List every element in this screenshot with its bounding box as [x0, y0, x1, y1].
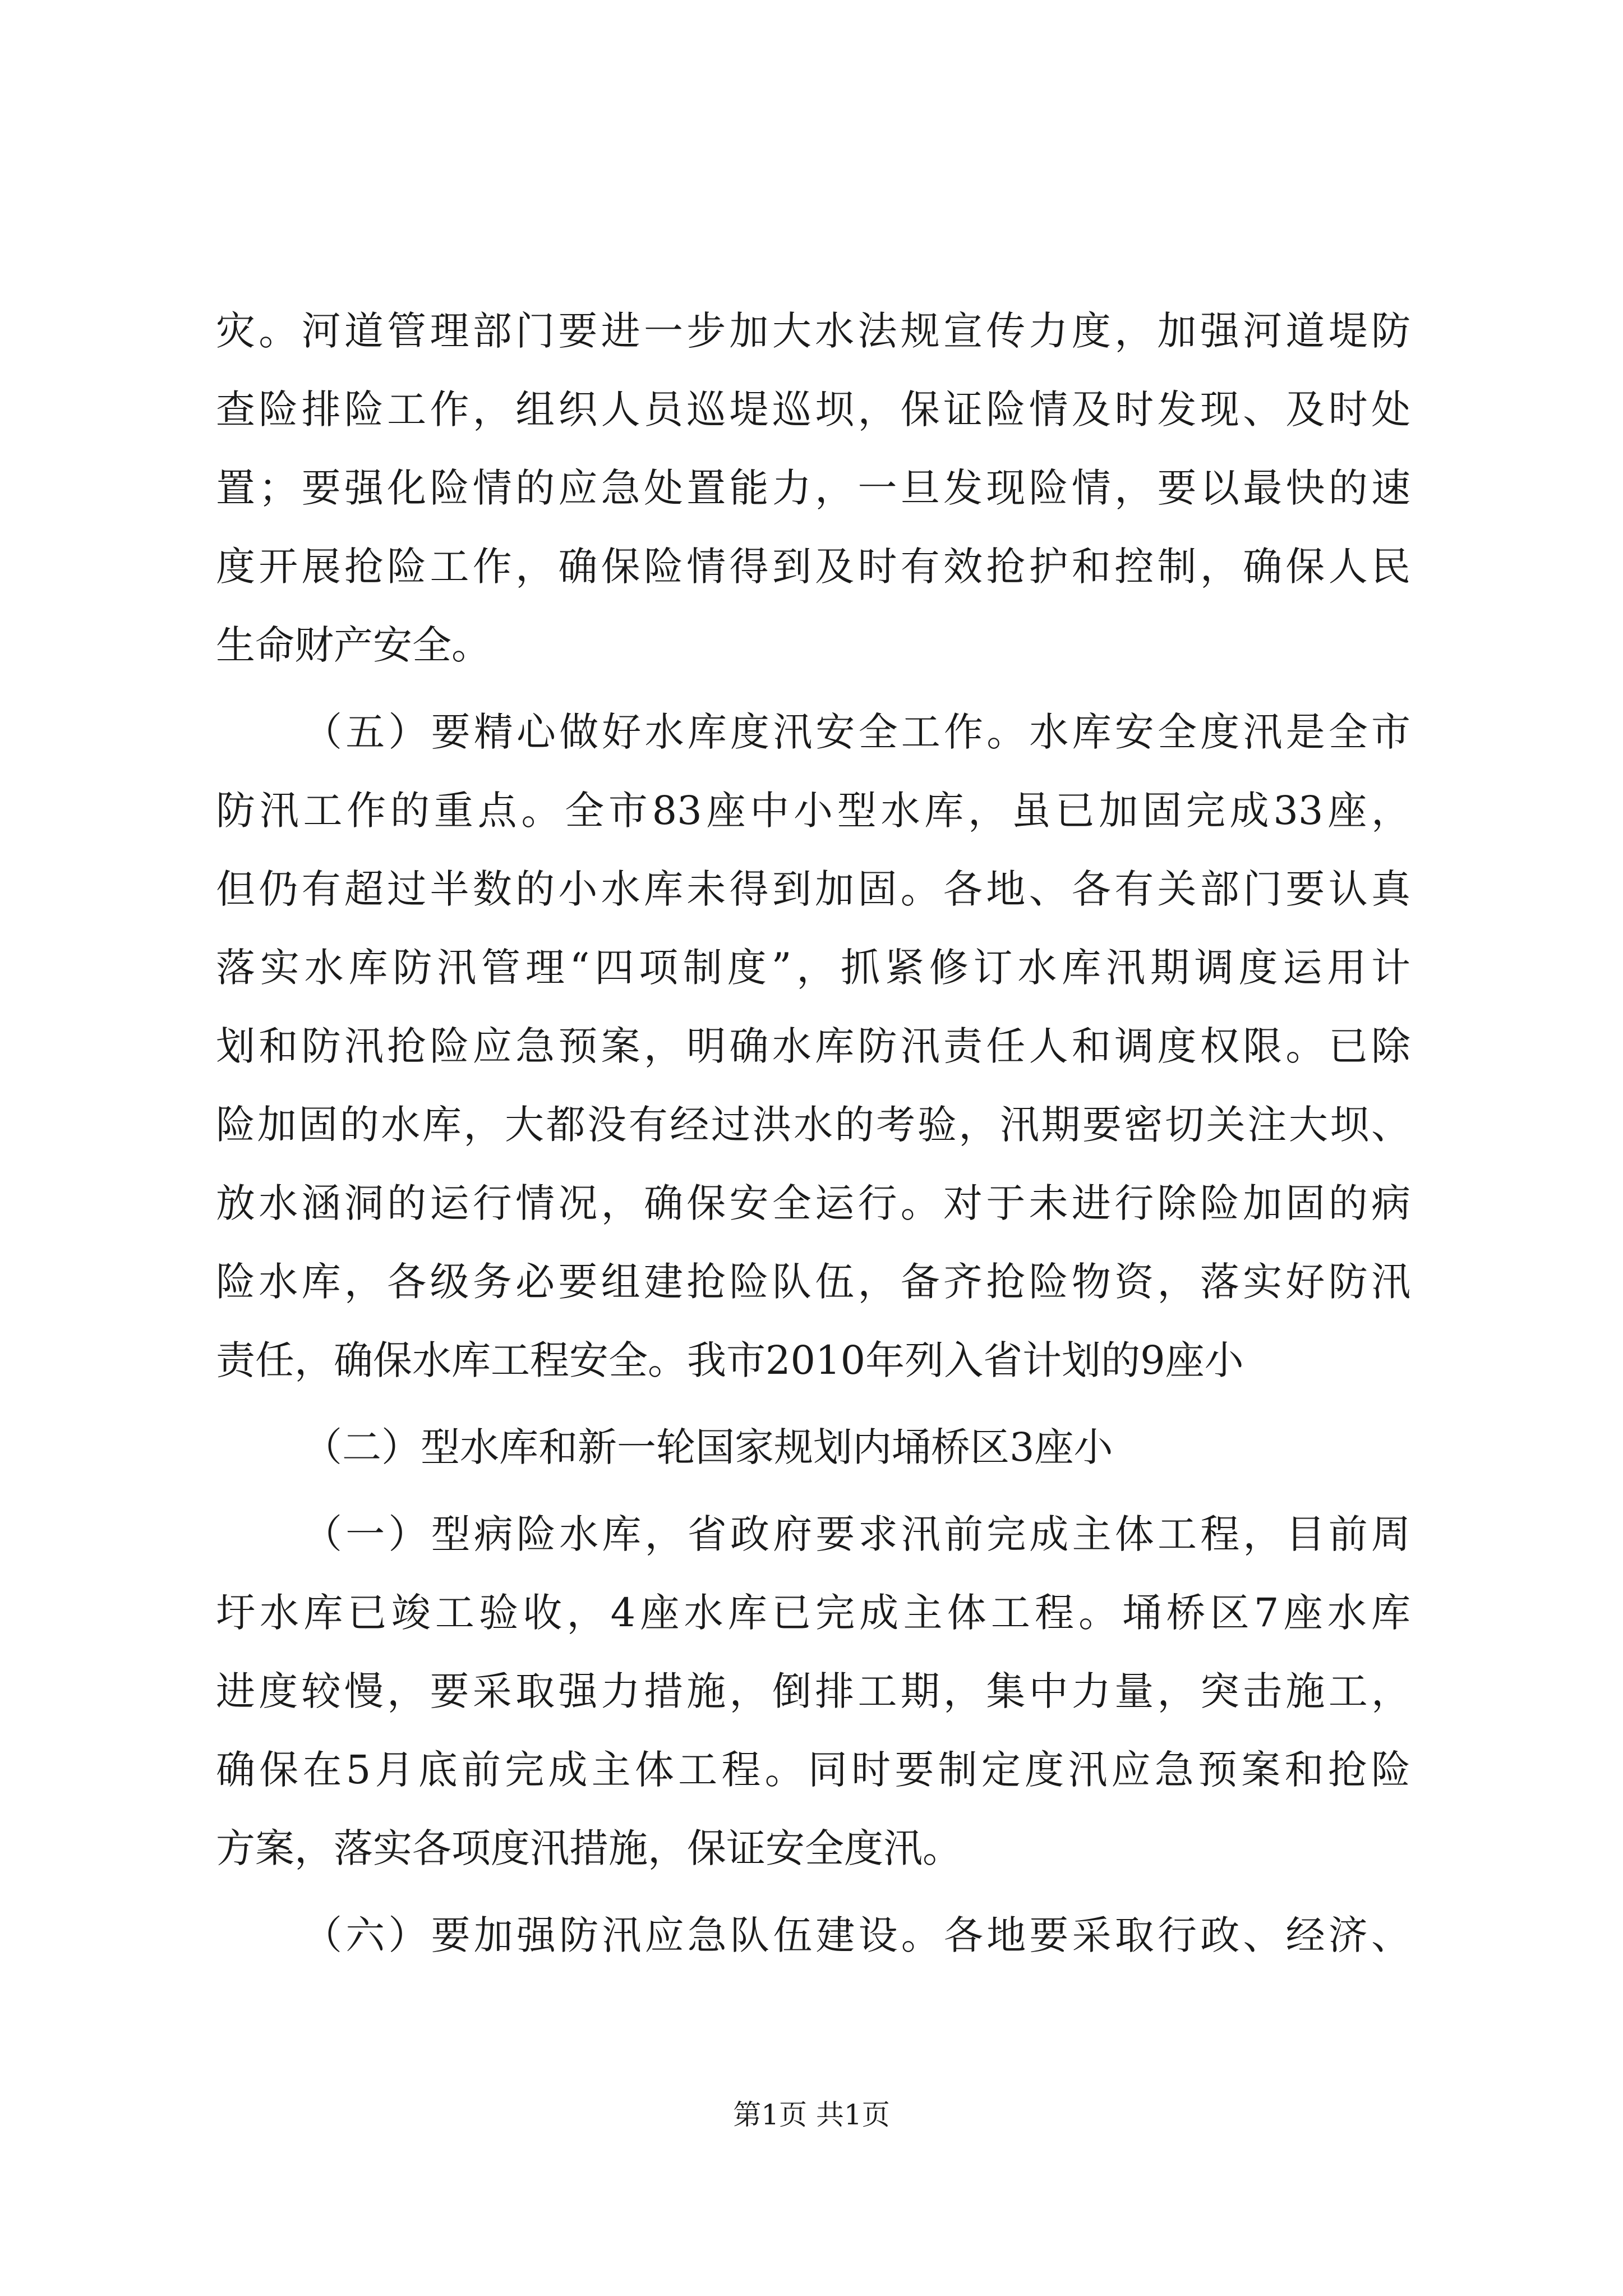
page-footer: 第1页 共1页	[733, 2099, 890, 2131]
paragraph-heading: （五）要精心做好水库度汛安全工作。水库安全度汛是全市	[303, 709, 1410, 755]
paragraph-heading: （二）型水库和新一轮国家规划内埇桥区3座小	[303, 1424, 1113, 1470]
text-line: 划和防汛抢险应急预案，明确水库防汛责任人和调度权限。已除	[216, 1023, 1410, 1069]
text-line: 放水涵洞的运行情况，确保安全运行。对于未进行除险加固的病	[216, 1180, 1410, 1226]
paragraph-heading: （一）型病险水库，省政府要求汛前完成主体工程，目前周	[303, 1511, 1410, 1557]
text-line: 险加固的水库，大都没有经过洪水的考验，汛期要密切关注大坝、	[216, 1102, 1410, 1148]
text-line: 但仍有超过半数的小水库未得到加固。各地、各有关部门要认真	[216, 866, 1410, 912]
text-line: 落实水库防汛管理“四项制度”，抓紧修订水库汛期调度运用计	[216, 945, 1410, 991]
paragraph-heading: （六）要加强防汛应急队伍建设。各地要采取行政、经济、	[303, 1912, 1410, 1958]
text-line: 度开展抢险工作，确保险情得到及时有效抢护和控制，确保人民	[216, 544, 1410, 590]
text-line: 查险排险工作，组织人员巡堤巡坝，保证险情及时发现、及时处	[216, 386, 1410, 432]
text-line: 方案，落实各项度汛措施，保证安全度汛。	[216, 1825, 962, 1871]
text-line: 进度较慢，要采取强力措施，倒排工期，集中力量，突击施工，	[216, 1668, 1410, 1714]
text-line: 圩水库已竣工验收，4座水库已完成主体工程。埇桥区7座水库	[216, 1590, 1410, 1636]
text-line: 责任，确保水库工程安全。我市2010年列入省计划的9座小	[216, 1337, 1244, 1383]
text-line: 置；要强化险情的应急处置能力，一旦发现险情，要以最快的速	[216, 465, 1410, 511]
text-line: 防汛工作的重点。全市83座中小型水库，虽已加固完成33座，	[216, 788, 1410, 834]
text-line: 险水库，各级务必要组建抢险队伍，备齐抢险物资，落实好防汛	[216, 1259, 1410, 1305]
text-line: 确保在5月底前完成主体工程。同时要制定度汛应急预案和抢险	[216, 1747, 1410, 1793]
text-line: 灾。河道管理部门要进一步加大水法规宣传力度，加强河道堤防	[216, 308, 1410, 354]
text-line: 生命财产安全。	[216, 622, 491, 668]
